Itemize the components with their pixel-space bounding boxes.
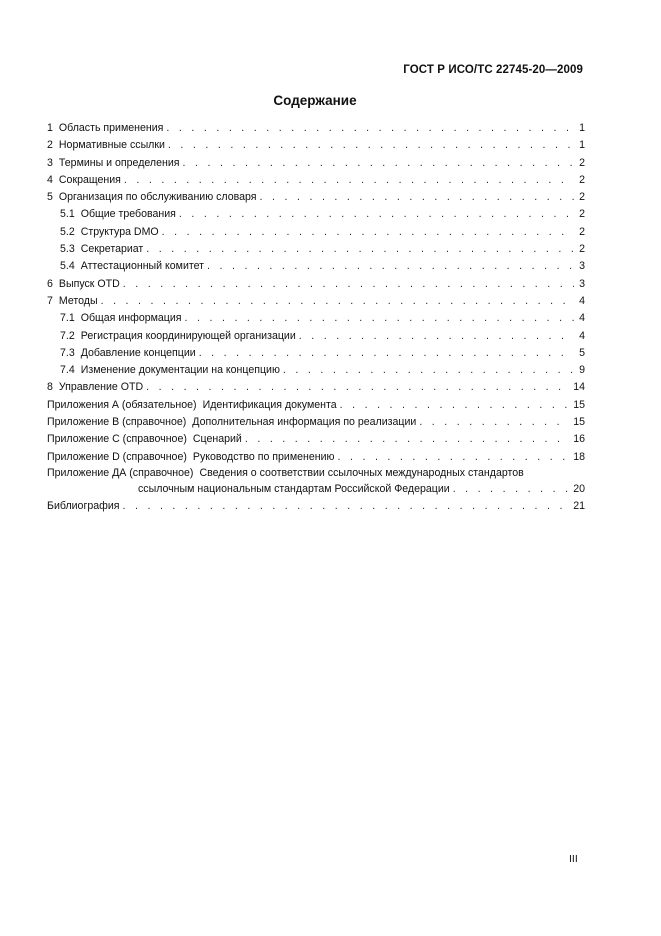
toc-title: Содержание [273, 93, 357, 108]
toc-entry[interactable]: 5 Организация по обслуживанию словаря . . . 2 [47, 189, 585, 206]
document-code: ГОСТ Р ИСО/ТС 22745-20—2009 [403, 64, 583, 76]
dot-leader [299, 328, 574, 345]
toc-page-number: 3 [579, 260, 585, 273]
toc-entry[interactable]: 8 Управление OTD . . . 14 [47, 379, 585, 396]
dot-leader [183, 155, 574, 172]
toc-entry[interactable]: 3 Термины и определения . . . 2 [47, 155, 585, 172]
toc-page-number: 2 [579, 173, 585, 186]
toc-page-number: 21 [573, 500, 585, 513]
dot-leader [124, 172, 574, 189]
toc-page-number: 2 [579, 243, 585, 256]
toc-page-number: 4 [579, 312, 585, 325]
toc-page-number: 2 [579, 156, 585, 169]
toc-page-number: 20 [573, 483, 585, 496]
dot-leader [419, 414, 570, 431]
toc-page-number: 1 [579, 139, 585, 152]
table-of-contents [47, 120, 585, 516]
toc-page-number: 9 [579, 364, 585, 377]
toc-entry[interactable]: 7.2 Регистрация координирующей организации . . . 4 [47, 328, 585, 345]
dot-leader [199, 345, 574, 362]
toc-entry[interactable]: 7.1 Общая информация . . . 4 [47, 310, 585, 327]
toc-entry[interactable]: 5.4 Аттестационный комитет . . . 3 [47, 258, 585, 275]
dot-leader [101, 293, 574, 310]
page-number: III [569, 853, 578, 865]
toc-entry[interactable]: 1 Область применения . . . 1 [47, 120, 585, 137]
dot-leader [207, 258, 574, 275]
dot-leader [453, 481, 571, 498]
dot-leader [179, 206, 574, 223]
dot-leader [123, 276, 574, 293]
toc-entry[interactable]: 6 Выпуск OTD . . . 3 [47, 276, 585, 293]
toc-page-number: 4 [579, 294, 585, 307]
dot-leader [146, 379, 570, 396]
toc-page-number: 15 [573, 416, 585, 429]
toc-page-number: 2 [579, 208, 585, 221]
toc-entry[interactable]: 7.4 Изменение документации на концепцию . . . 9 [47, 362, 585, 379]
dot-leader [245, 431, 570, 448]
toc-entry[interactable]: 4 Сокращения . . . 2 [47, 172, 585, 189]
toc-page-number: 2 [579, 191, 585, 204]
dot-leader [337, 449, 570, 466]
dot-leader [185, 310, 575, 327]
toc-page-number: 18 [573, 450, 585, 463]
dot-leader [168, 137, 574, 154]
toc-page-number: 1 [579, 122, 585, 134]
toc-page-number: 14 [573, 381, 585, 394]
toc-entry[interactable]: Библиография . . . 21 [47, 498, 585, 515]
toc-entry[interactable]: 2 Нормативные ссылки . . . 1 [47, 137, 585, 154]
toc-entry[interactable]: Приложение D (справочное) Руководство по применению . . . 18 [47, 449, 585, 466]
toc-entry[interactable]: Приложения А (обязательное) Идентификация документа . . . 15 [47, 397, 585, 414]
toc-entry[interactable]: 7 Методы . . . 4 [47, 293, 585, 310]
toc-page-number: 4 [579, 329, 585, 342]
dot-leader [340, 397, 571, 414]
toc-page-number: 3 [579, 277, 585, 290]
toc-entry[interactable]: 5.1 Общие требования . . . 2 [47, 206, 585, 223]
toc-entry[interactable]: Приложение С (справочное) Сценарий . . . 16 [47, 431, 585, 448]
dot-leader [260, 189, 574, 206]
toc-page-number: 15 [573, 398, 585, 411]
dot-leader [283, 362, 574, 379]
toc-entry[interactable]: 5.3 Секретариат . . . 2 [47, 241, 585, 258]
dot-leader [146, 241, 574, 258]
toc-page-number: 2 [579, 225, 585, 238]
toc-page-number: 5 [579, 346, 585, 359]
toc-entry[interactable]: Приложение В (справочное) Дополнительная информация по реализации . . . 15 [47, 414, 585, 431]
dot-leader [166, 120, 574, 137]
toc-page-number: 16 [573, 433, 585, 446]
toc-entry[interactable]: 5.2 Структура DMO . . . 2 [47, 224, 585, 241]
dot-leader [122, 498, 570, 515]
dot-leader [162, 224, 574, 241]
toc-entry[interactable]: Приложение ДА (справочное) Сведения о соответствии ссылочных международных стандартов ссылочным национальным стандартам Российской Федерации . . . 20 [47, 466, 585, 499]
toc-entry[interactable]: 7.3 Добавление концепции . . . 5 [47, 345, 585, 362]
